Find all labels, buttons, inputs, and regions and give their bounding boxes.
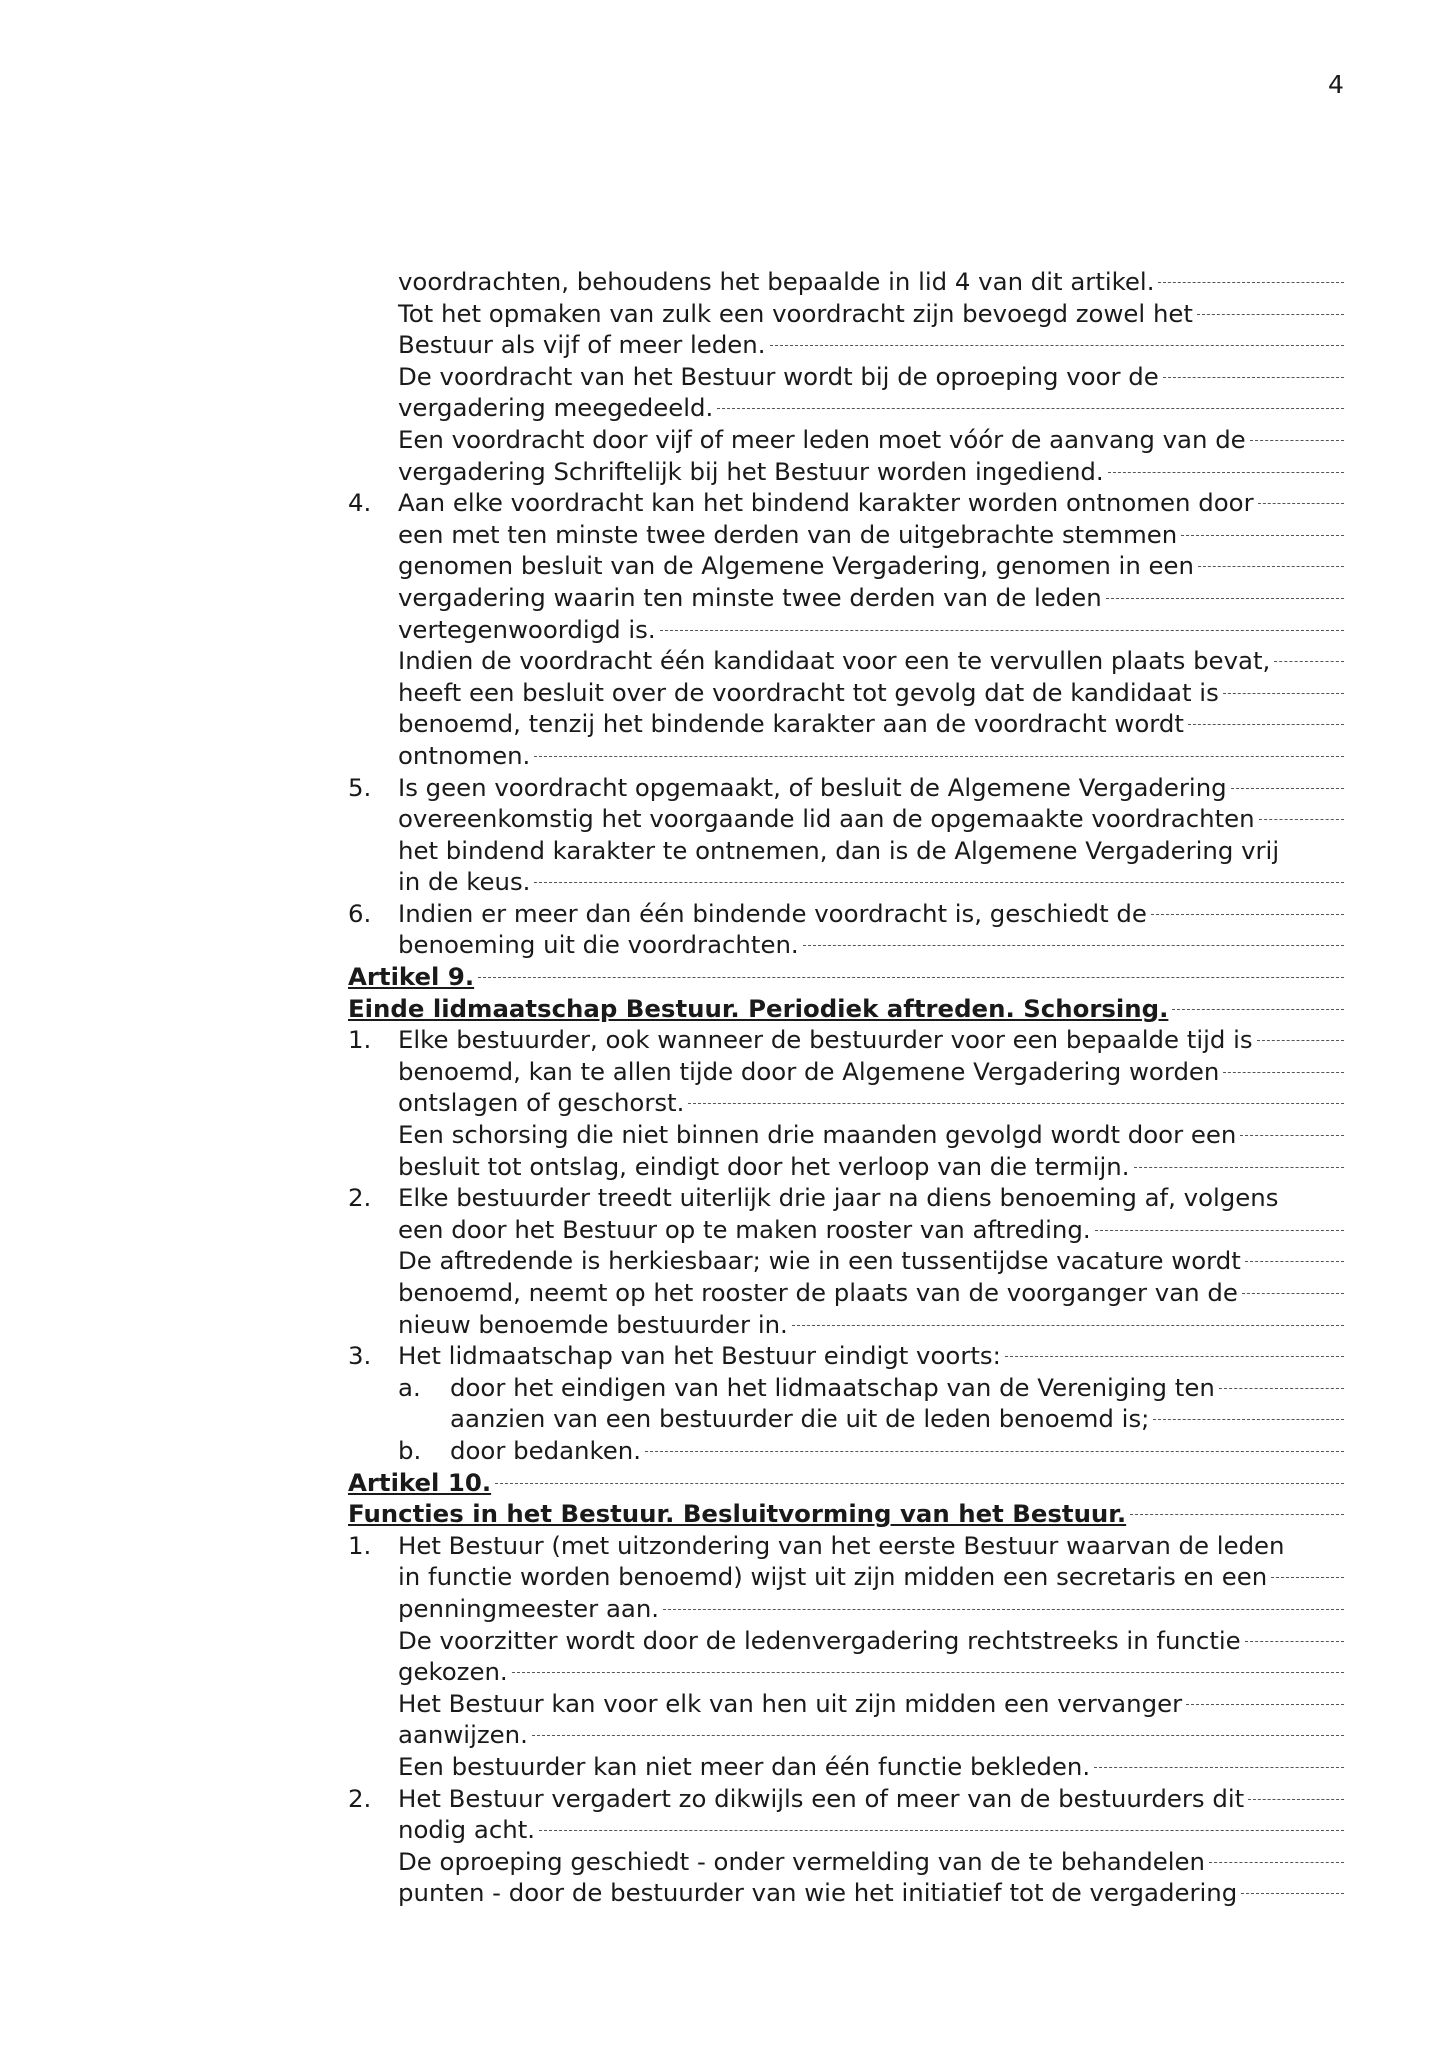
dash-leader	[1134, 1167, 1344, 1168]
dash-leader	[1245, 1261, 1344, 1262]
line-text: een met ten minste twee derden van de uitgebrachte stemmen	[398, 519, 1178, 549]
text-line	[348, 1561, 1344, 1593]
dash-leader	[1172, 1009, 1344, 1010]
text-line	[348, 740, 1344, 772]
dash-leader	[1108, 472, 1344, 473]
text-line	[348, 614, 1344, 646]
line-text: nodig acht.	[398, 1815, 536, 1845]
line-text: Het Bestuur kan voor elk van hen uit zijn midden een vervanger	[398, 1688, 1183, 1718]
line-text: Indien de voordracht één kandidaat voor een te vervullen plaats bevat,	[398, 646, 1271, 676]
dash-leader	[1005, 1356, 1344, 1357]
dash-leader	[1209, 1862, 1344, 1863]
text-line	[348, 1877, 1344, 1909]
text-line	[348, 1277, 1344, 1309]
dash-leader	[1259, 819, 1344, 820]
line-text: gekozen.	[398, 1657, 508, 1687]
list-marker: 3.	[348, 1341, 372, 1371]
line-text: De voorzitter wordt door de ledenvergadering rechtstreeks in functie	[398, 1625, 1241, 1655]
line-text: Een schorsing die niet binnen drie maanden gevolgd wordt door een	[398, 1120, 1237, 1150]
dash-leader	[1250, 440, 1344, 441]
text-line	[348, 550, 1344, 582]
text-line	[348, 1814, 1344, 1846]
dash-leader	[532, 1735, 1344, 1736]
line-text: het bindend karakter te ontnemen, dan is de Algemene Vergadering vrij	[398, 835, 1280, 865]
text-line	[348, 519, 1344, 551]
dash-leader	[770, 345, 1344, 346]
dash-leader	[1153, 1419, 1344, 1420]
dash-leader	[1094, 1767, 1344, 1768]
line-text: heeft een besluit over de voordracht tot gevolg dat de kandidaat is	[398, 677, 1219, 707]
dash-leader	[1242, 1293, 1344, 1294]
line-text: aanwijzen.	[398, 1720, 528, 1750]
line-text: Indien er meer dan één bindende voordracht is, geschiedt de	[398, 898, 1147, 928]
text-line	[348, 1309, 1344, 1341]
line-text: een door het Bestuur op te maken rooster van aftreding.	[398, 1214, 1091, 1244]
dash-leader	[1163, 377, 1344, 378]
line-text: Het Bestuur (met uitzondering van het eerste Bestuur waarvan de leden	[398, 1530, 1285, 1560]
line-text: vergadering waarin ten minste twee derden van de leden	[398, 582, 1102, 612]
line-text: door het eindigen van het lidmaatschap van de Vereniging ten	[450, 1372, 1215, 1402]
dash-leader	[1245, 1641, 1344, 1642]
dash-leader	[1257, 1040, 1344, 1041]
text-line	[348, 1656, 1344, 1688]
text-line	[348, 392, 1344, 424]
dash-leader	[1240, 1135, 1344, 1136]
text-line	[348, 1214, 1344, 1246]
line-text: vergadering Schriftelijk bij het Bestuur worden ingediend.	[398, 456, 1104, 486]
line-text: in de keus.	[398, 867, 531, 897]
line-text: genomen besluit van de Algemene Vergadering, genomen in een	[398, 551, 1195, 581]
dash-leader	[688, 1103, 1344, 1104]
dash-leader	[1186, 1704, 1344, 1705]
text-line	[348, 835, 1344, 867]
line-text: vergadering meegedeeld.	[398, 393, 714, 423]
text-line	[348, 298, 1344, 330]
dash-leader	[1151, 914, 1344, 915]
dash-leader	[803, 945, 1344, 946]
section-heading: Artikel 10.	[348, 1467, 492, 1497]
line-text: ontslagen of geschorst.	[398, 1088, 685, 1118]
dash-leader	[1095, 1230, 1344, 1231]
dash-leader	[1274, 661, 1344, 662]
line-text: voordrachten, behoudens het bepaalde in lid 4 van dit artikel.	[398, 267, 1155, 296]
text-line	[348, 1182, 1344, 1214]
line-text: door bedanken.	[450, 1435, 641, 1465]
text-line	[348, 1625, 1344, 1657]
dash-leader	[1197, 314, 1344, 315]
line-text: Bestuur als vijf of meer leden.	[398, 330, 766, 360]
text-line	[348, 329, 1344, 361]
text-line	[348, 866, 1344, 898]
dash-leader	[1223, 1072, 1344, 1073]
text-line	[348, 424, 1344, 456]
text-line	[348, 1024, 1344, 1056]
line-text: Tot het opmaken van zulk een voordracht zijn bevoegd zowel het	[398, 298, 1193, 328]
dash-leader	[534, 882, 1344, 883]
text-line	[348, 645, 1344, 677]
line-text: overeenkomstig het voorgaande lid aan de opgemaakte voordrachten	[398, 804, 1255, 834]
text-line	[348, 1719, 1344, 1751]
text-line	[348, 1372, 1344, 1404]
text-line	[348, 1151, 1344, 1183]
dash-leader	[663, 1609, 1344, 1610]
line-text: vertegenwoordigd is.	[398, 614, 656, 644]
article-heading-line	[348, 993, 1344, 1025]
dash-leader	[1158, 282, 1344, 283]
dash-leader	[717, 408, 1344, 409]
section-heading: Functies in het Bestuur. Besluitvorming van het Bestuur.	[348, 1499, 1127, 1529]
line-text: Het lidmaatschap van het Bestuur eindigt voorts:	[398, 1341, 1001, 1371]
text-line	[348, 1530, 1344, 1562]
line-text: De voordracht van het Bestuur wordt bij de oproeping voor de	[398, 361, 1159, 391]
text-line	[348, 1119, 1344, 1151]
document-body	[348, 266, 1344, 1909]
line-text: penningmeester aan.	[398, 1593, 660, 1623]
dash-leader	[645, 1451, 1344, 1452]
text-line	[348, 1751, 1344, 1783]
text-line	[348, 456, 1344, 488]
line-text: besluit tot ontslag, eindigt door het verloop van die termijn.	[398, 1151, 1130, 1181]
text-line	[348, 708, 1344, 740]
text-line	[348, 582, 1344, 614]
section-heading: Artikel 9.	[348, 962, 475, 992]
line-text: Een bestuurder kan niet meer dan één functie bekleden.	[398, 1751, 1091, 1781]
list-marker: 2.	[348, 1183, 372, 1213]
dash-leader	[478, 977, 1344, 978]
line-text: De oproeping geschiedt - onder vermelding van de te behandelen	[398, 1846, 1205, 1876]
list-marker: 6.	[348, 898, 372, 928]
dash-leader	[495, 1483, 1344, 1484]
text-line	[348, 361, 1344, 393]
text-line	[348, 1340, 1344, 1372]
text-line	[348, 929, 1344, 961]
list-marker: 5.	[348, 772, 372, 802]
dash-leader	[1223, 693, 1344, 694]
text-line	[348, 266, 1344, 298]
line-text: Is geen voordracht opgemaakt, of besluit de Algemene Vergadering	[398, 772, 1227, 802]
text-line	[348, 1435, 1344, 1467]
dash-leader	[1106, 598, 1344, 599]
text-line	[348, 487, 1344, 519]
article-heading-line	[348, 1498, 1344, 1530]
dash-leader	[534, 756, 1344, 757]
text-line	[348, 1688, 1344, 1720]
line-text: Elke bestuurder treedt uiterlijk drie jaar na diens benoeming af, volgens	[398, 1183, 1279, 1213]
line-text: Elke bestuurder, ook wanneer de bestuurder voor een bepaalde tijd is	[398, 1025, 1253, 1055]
line-text: ontnomen.	[398, 740, 531, 770]
dash-leader	[512, 1672, 1344, 1673]
line-text: De aftredende is herkiesbaar; wie in een tussentijdse vacature wordt	[398, 1246, 1241, 1276]
line-text: benoemd, neemt op het rooster de plaats van de voorganger van de	[398, 1278, 1238, 1307]
dash-leader	[1219, 1388, 1344, 1389]
dash-leader	[539, 1830, 1344, 1831]
dash-leader	[1130, 1514, 1344, 1515]
list-marker: b.	[398, 1435, 422, 1465]
list-marker: a.	[398, 1372, 421, 1402]
text-line	[348, 898, 1344, 930]
text-line	[348, 772, 1344, 804]
dash-leader	[1271, 1577, 1344, 1578]
dash-leader	[1258, 503, 1344, 504]
list-marker: 1.	[348, 1530, 372, 1560]
dash-leader	[1188, 724, 1344, 725]
line-text: aanzien van een bestuurder die uit de leden benoemd is;	[450, 1404, 1150, 1434]
text-line	[348, 1245, 1344, 1277]
text-line	[348, 1403, 1344, 1435]
list-marker: 4.	[348, 488, 372, 518]
text-line	[348, 677, 1344, 709]
line-text: punten - door de bestuurder van wie het initiatief tot de vergadering	[398, 1878, 1238, 1908]
article-heading-line	[348, 1467, 1344, 1499]
text-line	[348, 1087, 1344, 1119]
line-text: Een voordracht door vijf of meer leden moet vóór de aanvang van de	[398, 424, 1246, 454]
list-marker: 2.	[348, 1783, 372, 1813]
dash-leader	[1231, 788, 1344, 789]
line-text: Het Bestuur vergadert zo dikwijls een of meer van de bestuurders dit	[398, 1783, 1245, 1813]
text-line	[348, 803, 1344, 835]
dash-leader	[1181, 535, 1344, 536]
line-text: benoemd, tenzij het bindende karakter aan de voordracht wordt	[398, 709, 1184, 739]
text-line	[348, 1783, 1344, 1815]
dash-leader	[1248, 1799, 1344, 1800]
text-line	[348, 1593, 1344, 1625]
line-text: in functie worden benoemd) wijst uit zijn midden een secretaris en een	[398, 1562, 1268, 1592]
dash-leader	[792, 1325, 1344, 1326]
dash-leader	[660, 630, 1344, 631]
line-text: benoemd, kan te allen tijde door de Algemene Vergadering worden	[398, 1056, 1220, 1086]
section-heading: Einde lidmaatschap Bestuur. Periodiek aftreden. Schorsing.	[348, 993, 1169, 1023]
text-line	[348, 1056, 1344, 1088]
line-text: Aan elke voordracht kan het bindend karakter worden ontnomen door	[398, 488, 1254, 518]
dash-leader	[1198, 566, 1344, 567]
text-line	[348, 1846, 1344, 1878]
page-number: 4	[1328, 70, 1344, 99]
article-heading-line	[348, 961, 1344, 993]
line-text: nieuw benoemde bestuurder in.	[398, 1309, 788, 1339]
dash-leader	[1241, 1893, 1344, 1894]
list-marker: 1.	[348, 1025, 372, 1055]
line-text: benoeming uit die voordrachten.	[398, 930, 799, 960]
